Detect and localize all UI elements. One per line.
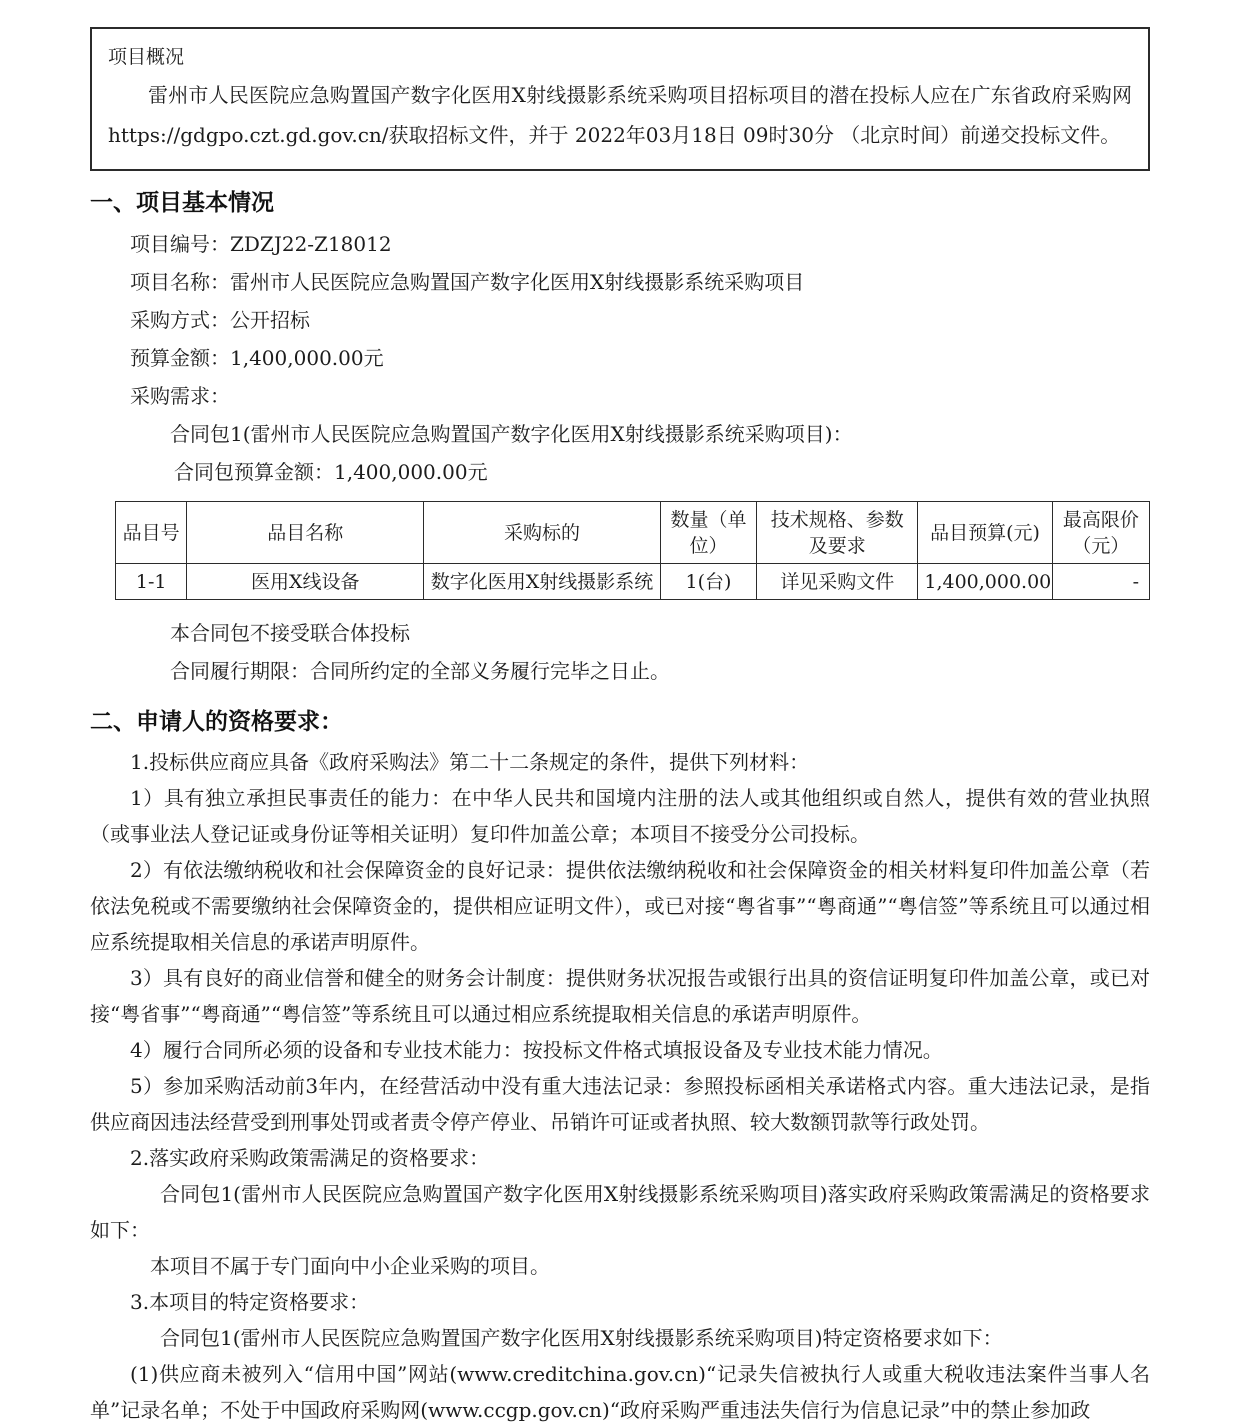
items-table	[115, 501, 1150, 600]
field-value: 1,400,000.00元	[230, 346, 384, 370]
contract-budget-line: 合同包预算金额：1,400,000.00元	[174, 460, 488, 484]
specific-requirement-heading: 3.本项目的特定资格要求：	[130, 1290, 370, 1314]
col-header-max-price: 最高限价（元）	[1052, 502, 1149, 564]
project-overview-box	[90, 27, 1150, 171]
note-no-consortium: 本合同包不接受联合体投标	[170, 621, 410, 645]
col-header-item-no: 品目号	[116, 502, 187, 564]
note-contract-term: 合同履行期限：合同所约定的全部义务履行完毕之日止。	[170, 659, 670, 683]
col-header-procurement-object: 采购标的	[424, 502, 661, 564]
field-label: 采购方式：	[130, 308, 230, 332]
qualification-item-1: 1）具有独立承担民事责任的能力：在中华人民共和国境内注册的法人或其他组织或自然人，提供有效的营业执照（或事业法人登记证或身份证等相关证明）复印件加盖公章；本项目不接受分公司投标。	[90, 786, 1150, 846]
policy-requirement-heading: 2.落实政府采购政策需满足的资格要求：	[130, 1146, 490, 1170]
field-line-project-name	[90, 263, 1150, 301]
qualification-item-3: 3）具有良好的商业信誉和健全的财务会计制度：提供财务状况报告或银行出具的资信证明复印件加盖公章，或已对接“粤省事”“粤商通”“粤信签”等系统且可以通过相应系统提取相关信息的承诺声明原件。	[90, 966, 1150, 1026]
col-header-tech-spec: 技术规格、参数及要求	[757, 502, 918, 564]
field-label: 预算金额：	[130, 346, 230, 370]
col-header-item-name: 品目名称	[187, 502, 424, 564]
overview-title: 项目概况	[108, 46, 185, 68]
field-value: 雷州市人民医院应急购置国产数字化医用X射线摄影系统采购项目	[230, 270, 805, 294]
cell-procurement-object: 数字化医用X射线摄影系统	[424, 564, 661, 600]
qualification-item-5: 5）参加采购活动前3年内，在经营活动中没有重大违法记录：参照投标函相关承诺格式内容。重大违法记录，是指供应商因违法经营受到刑事处罚或者责令停产停业、吊销许可证或者执照、较大数额罚款等行政处罚。	[90, 1074, 1150, 1134]
section-1-heading: 一、项目基本情况	[90, 189, 274, 216]
table-row	[116, 564, 1150, 600]
section-2-heading: 二、申请人的资格要求：	[90, 708, 343, 735]
field-label: 采购需求：	[130, 384, 230, 408]
cell-item-budget: 1,400,000.00	[918, 564, 1052, 600]
qualification-item-2: 2）有依法缴纳税收和社会保障资金的良好记录：提供依法缴纳税收和社会保障资金的相关材料复印件加盖公章（若依法免税或不需要缴纳社会保障资金的，提供相应证明文件），或已对接“粤省事”“粤商通”“粤信签”等系统且可以通过相应系统提取相关信息的承诺声明原件。	[90, 858, 1150, 954]
overview-text: 雷州市人民医院应急购置国产数字化医用X射线摄影系统采购项目招标项目的潜在投标人应在广东省政府采购网https://gdgpo.czt.gd.gov.cn/获取招标文件，并于 2022年03月18日 09时30分 （北京时间）前递交投标文件。	[108, 83, 1132, 147]
specific-requirement-package: 合同包1(雷州市人民医院应急购置国产数字化医用X射线摄影系统采购项目)特定资格要求如下：	[160, 1326, 1003, 1350]
cell-quantity-unit: 1(台)	[660, 564, 756, 600]
field-value: ZDZJ22-Z18012	[230, 232, 392, 256]
field-line-project-number	[90, 225, 1150, 263]
specific-requirement-credit: (1)供应商未被列入“信用中国”网站(www.creditchina.gov.cn)“记录失信被执行人或重大税收违法案件当事人名单”记录名单；不处于中国政府采购网(www.ccgp.gov.cn)“政府采购严重违法失信行为信息记录”中的禁止参加政	[90, 1362, 1150, 1422]
policy-requirement-sme-note: 本项目不属于专门面向中小企业采购的项目。	[150, 1254, 550, 1278]
qualification-item-4: 4）履行合同所必须的设备和专业技术能力：按投标文件格式填报设备及专业技术能力情况。	[130, 1038, 943, 1062]
cell-max-price: -	[1052, 564, 1149, 600]
policy-requirement-package: 合同包1(雷州市人民医院应急购置国产数字化医用X射线摄影系统采购项目)落实政府采购政策需满足的资格要求如下：	[90, 1182, 1150, 1242]
qualification-intro: 1.投标供应商应具备《政府采购法》第二十二条规定的条件，提供下列材料：	[130, 750, 810, 774]
col-header-quantity-unit: 数量（单位）	[660, 502, 756, 564]
table-header-row	[116, 502, 1150, 564]
field-line-procurement-method	[90, 301, 1150, 339]
field-label: 项目名称：	[130, 270, 230, 294]
field-line-budget-amount	[90, 339, 1150, 377]
field-value: 公开招标	[230, 308, 310, 332]
cell-tech-spec: 详见采购文件	[757, 564, 918, 600]
contract-package-line: 合同包1(雷州市人民医院应急购置国产数字化医用X射线摄影系统采购项目)：	[170, 422, 853, 446]
field-label: 项目编号：	[130, 232, 230, 256]
field-line-procurement-demand	[90, 377, 1150, 415]
cell-item-name: 医用X线设备	[187, 564, 424, 600]
col-header-item-budget: 品目预算(元)	[918, 502, 1052, 564]
cell-item-no: 1-1	[116, 564, 187, 600]
